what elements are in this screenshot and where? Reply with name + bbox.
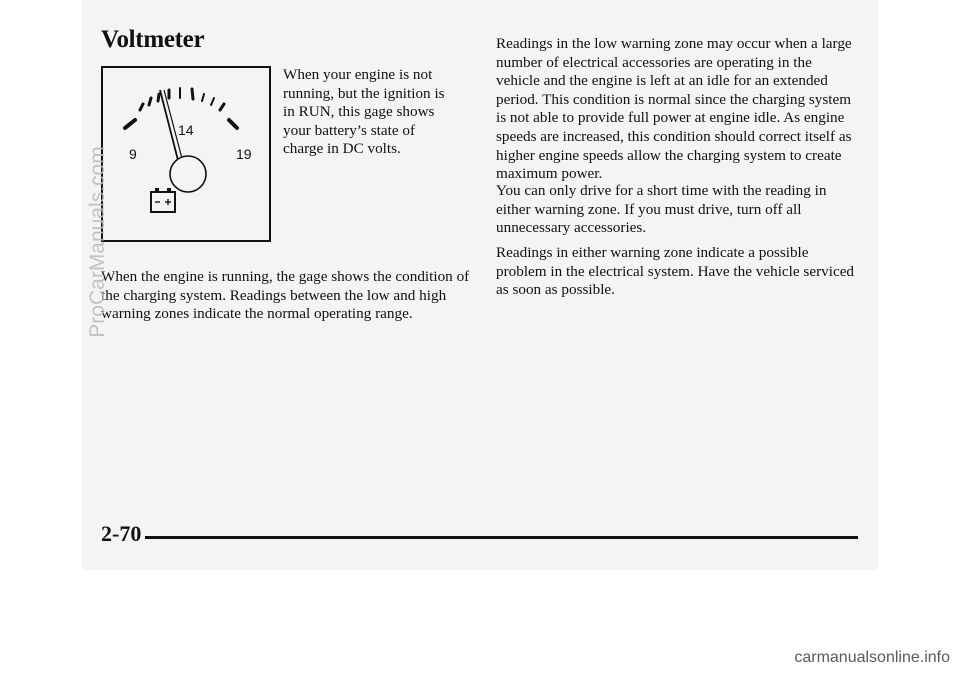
gauge-pivot [170,156,206,192]
voltmeter-gauge-svg [103,68,269,240]
side-watermark: ProCarManuals.com [86,146,109,338]
gauge-tick [140,104,143,110]
gauge-label-max: 19 [236,146,252,162]
gauge-tick [202,94,204,101]
gauge-label-min: 9 [129,146,137,162]
gauge-tick [158,94,159,101]
gauge-tick [192,89,193,99]
gauge-tick [211,98,214,105]
page-title: Voltmeter [101,26,205,53]
battery-icon [151,188,175,212]
gauge-tick-high-warning [229,120,237,128]
paragraph-engine-running: When the engine is running, the gage shows the condition of the charging system. Readings between the low and high warning zones indicate the normal operating range. [101,268,470,323]
voltmeter-gauge-illustration [101,66,271,242]
gauge-tick [149,98,151,105]
gauge-tick [220,104,224,110]
paragraph-short-drive: You can only drive for a short time with the reading in either warning zone. If you must drive, turn off all unnecessary accessories. [496,182,827,237]
footer-divider [145,536,858,539]
paragraph-engine-not-running: When your engine is not running, but the ignition is in RUN, this gage shows your battery’s state of charge in DC volts. [283,66,445,158]
page-number: 2-70 [101,521,142,546]
paragraph-low-warning-zone: Readings in the low warning zone may occur when a large number of electrical accessories are operating in the vehicle and the engine is left at an idle for an extended period. This condition is normal since the charging system is not able to provide full power at engine idle. As engine speeds are increased, this condition should correct itself as higher engine speeds allow the charging system to create maximum power. [496,35,852,183]
paragraph-either-warning-zone: Readings in either warning zone indicate a possible problem in the electrical system. Have the vehicle serviced as soon as possible. [496,244,855,299]
gauge-label-mid: 14 [178,122,194,138]
gauge-tick-low-warning [125,120,135,128]
bottom-watermark: carmanualsonline.info [794,649,950,666]
